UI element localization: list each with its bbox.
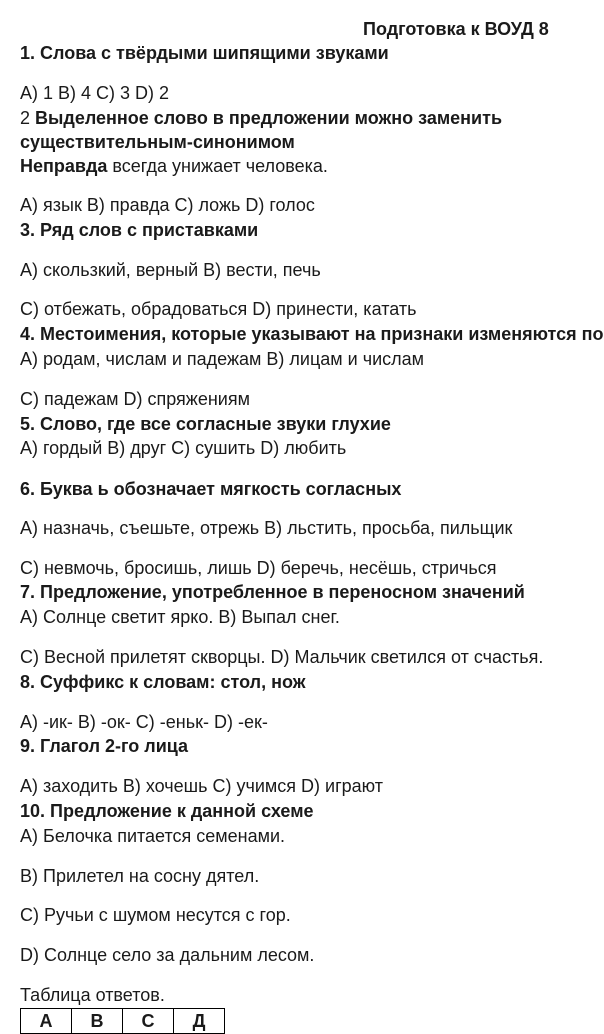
answers-2: А) язык В) правда С) ложь D) голос xyxy=(20,195,315,215)
answers-3-line-2: С) отбежать, обрадоваться D) принести, катать xyxy=(20,299,417,319)
answers-1: А) 1 В) 4 С) 3 D) 2 xyxy=(20,83,170,103)
question-5: 5. Слово, где все согласные звуки глухие xyxy=(20,414,391,434)
answers-7-line-1: А) Солнце светит ярко. В) Выпал снег. xyxy=(20,607,340,627)
answers-9: А) заходить В) хочешь С) учимся D) играют xyxy=(20,776,384,796)
answers-table xyxy=(20,1008,225,1034)
answers-table-header-c: С xyxy=(123,1009,174,1034)
answers-4-line-2: С) падежам D) спряжениям xyxy=(20,389,250,409)
question-4: 4. Местоимения, которые указывают на признаки изменяются по xyxy=(20,324,604,344)
question-3: 3. Ряд слов с приставками xyxy=(20,220,259,240)
answers-6-line-2: С) невмочь, бросишь, лишь D) беречь, несёшь, стричься xyxy=(20,558,497,578)
question-1: 1. Слова с твёрдыми шипящими звуками xyxy=(20,43,389,63)
sentence-rest: всегда унижает человека. xyxy=(107,156,328,176)
answers-5: А) гордый В) друг С) сушить D) любить xyxy=(20,438,347,458)
answers-3-line-1: А) скользкий, верный В) вести, печь xyxy=(20,260,321,280)
question-2-line-2: существительным-синонимом xyxy=(20,132,295,152)
question-2-sentence xyxy=(20,155,328,177)
question-6: 6. Буква ь обозначает мягкость согласных xyxy=(20,479,402,499)
question-7: 7. Предложение, употребленное в переносном значений xyxy=(20,582,525,602)
question-9: 9. Глагол 2-го лица xyxy=(20,736,189,756)
page-title: Подготовка к ВОУД 8 xyxy=(363,19,549,39)
answers-8: А) -ик- В) -ок- С) -еньк- D) -ек- xyxy=(20,712,268,732)
answers-6-line-1: А) назначь, съешьте, отрежь В) льстить, просьба, пильщик xyxy=(20,518,513,538)
question-10: 10. Предложение к данной схеме xyxy=(20,801,314,821)
answers-10-b: В) Прилетел на сосну дятел. xyxy=(20,866,260,886)
question-2-number: 2 xyxy=(20,108,36,128)
answers-table-header-a: А xyxy=(21,1009,72,1034)
highlighted-word: Неправда xyxy=(20,156,108,176)
answers-4-line-1: А) родам, числам и падежам В) лицам и числам xyxy=(20,349,425,369)
answers-10-c: С) Ручьи с шумом несутся с гор. xyxy=(20,905,291,925)
answers-7-line-2: С) Весной прилетят скворцы. D) Мальчик светился от счастья. xyxy=(20,647,544,667)
answers-10-a: А) Белочка питается семенами. xyxy=(20,826,286,846)
answers-table-header-row xyxy=(21,1009,225,1034)
answers-table-label: Таблица ответов. xyxy=(20,985,165,1005)
answers-table-header-b: В xyxy=(72,1009,123,1034)
answers-10-d: D) Солнце село за дальним лесом. xyxy=(20,945,315,965)
answers-table-header-d: Д xyxy=(174,1009,225,1034)
question-2 xyxy=(20,107,502,129)
question-2-text: Выделенное слово в предложении можно заменить xyxy=(35,108,503,128)
question-8: 8. Суффикс к словам: стол, нож xyxy=(20,672,306,692)
